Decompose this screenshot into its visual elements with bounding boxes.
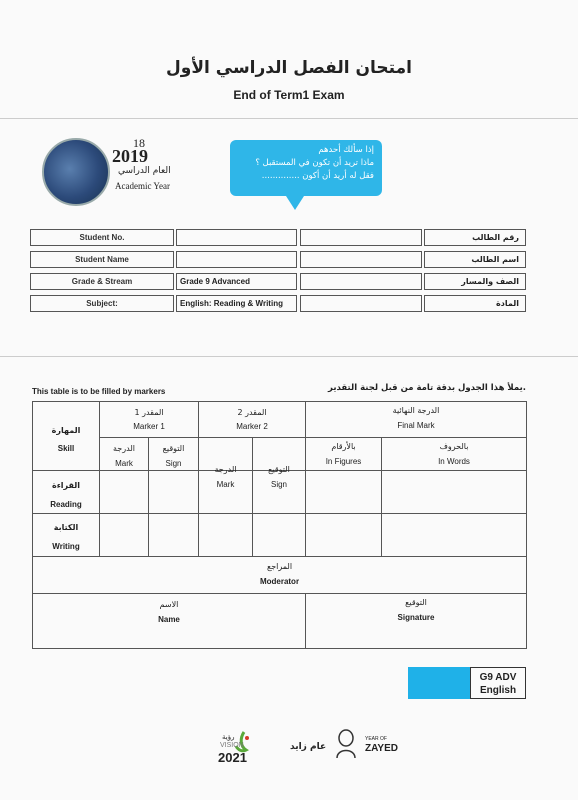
marker2-label-ar: المقدر 2	[237, 408, 267, 417]
subject-value: English: Reading & Writing	[176, 295, 297, 312]
year-superscript: 18	[133, 136, 145, 150]
year-of-label: YEAR OF	[365, 736, 387, 742]
writing-label-en: Writing	[52, 542, 80, 551]
words-label-ar: بالحروف	[439, 442, 469, 451]
speech-bubble-tail	[286, 196, 304, 210]
reading-m2-mark[interactable]	[198, 470, 253, 514]
writing-m2-sign[interactable]	[252, 513, 306, 557]
student-name-value[interactable]	[176, 251, 297, 268]
writing-m1-mark[interactable]	[99, 513, 149, 557]
skill-label-ar: المهارة	[51, 426, 81, 435]
exam-title-arabic: امتحان الفصل الدراسي الأول	[166, 58, 412, 78]
markers-note-english: This table is to be filled by markers	[32, 387, 166, 396]
academic-year-arabic: العام الدراسي	[118, 166, 171, 176]
zayed-arabic: عام زايد	[290, 742, 327, 752]
level-color-swatch	[408, 667, 470, 699]
m2-mark-en: Mark	[216, 480, 235, 489]
name-label-ar: الاسم	[159, 600, 179, 609]
reading-label-ar: القراءة	[51, 481, 81, 490]
bubble-line-2: ماذا تريد أن تكون في المستقبل ؟	[255, 158, 374, 168]
vision-year: 2021	[218, 750, 247, 765]
bubble-line-3: فقل له أريد أن أكون ..............	[261, 171, 374, 181]
m1-sign-en: Sign	[165, 459, 182, 468]
reading-label-en: Reading	[50, 500, 82, 509]
figures-label-ar: بالأرقام	[331, 442, 356, 451]
reading-m2-sign[interactable]	[252, 470, 306, 514]
header-divider	[0, 118, 578, 119]
m1-mark-en: Mark	[115, 459, 133, 468]
vision-english: VISION	[220, 742, 244, 749]
subject-label-ar: المادة	[424, 295, 526, 312]
m2-sign-en: Sign	[270, 480, 287, 489]
student-no-label: Student No.	[30, 229, 174, 246]
vision-arabic: رؤية	[222, 733, 235, 741]
reading-m1-sign[interactable]	[148, 470, 199, 514]
marker1-label-ar: المقدر 1	[134, 408, 164, 417]
subject-label: Subject:	[30, 295, 174, 312]
grade-stream-label: Grade & Stream	[30, 273, 174, 290]
student-name-label: Student Name	[30, 251, 174, 268]
marker1-label-en: Marker 1	[133, 422, 165, 431]
subject-blank	[300, 295, 422, 312]
level-badge	[470, 667, 526, 699]
reading-m1-mark[interactable]	[99, 470, 149, 514]
signature-label-ar: التوقيع	[405, 598, 427, 607]
final-mark-label-ar: الدرجة النهائية	[392, 406, 440, 415]
m1-sign-ar: التوقيع	[162, 444, 185, 453]
skill-label-en: Skill	[57, 444, 75, 453]
reading-final-words[interactable]	[381, 470, 527, 514]
m2-mark-ar: الدرجة	[214, 465, 237, 474]
student-no-blank[interactable]	[300, 229, 422, 246]
motivation-speech-bubble	[230, 140, 382, 196]
school-logo-emblem	[42, 138, 110, 206]
writing-m2-mark[interactable]	[198, 513, 253, 557]
grade-stream-blank	[300, 273, 422, 290]
figures-label-en: In Figures	[325, 457, 362, 466]
zayed-portrait	[335, 728, 357, 758]
final-mark-label-en: Final Mark	[397, 421, 435, 430]
writing-final-words[interactable]	[381, 513, 527, 557]
student-name-label-ar: اسم الطالب	[424, 251, 526, 268]
signature-label-en: Signature	[397, 613, 435, 622]
marker2-label-en: Marker 2	[236, 422, 268, 431]
writing-m1-sign[interactable]	[148, 513, 199, 557]
portrait-silhouette-icon	[335, 728, 357, 758]
academic-year-number: 2019	[112, 146, 148, 166]
m1-mark-ar: الدرجة	[113, 444, 135, 453]
words-label-en: In Words	[438, 457, 470, 466]
zayed-english: ZAYED	[365, 743, 398, 754]
reading-final-figures[interactable]	[305, 470, 382, 514]
moderator-label-ar: المراجع	[266, 562, 293, 571]
student-no-value[interactable]	[176, 229, 297, 246]
level-badge-subject: English	[479, 685, 517, 696]
mid-divider	[0, 356, 578, 357]
exam-title-english: End of Term1 Exam	[233, 88, 345, 102]
name-label-en: Name	[158, 615, 180, 624]
level-badge-grade: G9 ADV	[479, 672, 517, 683]
student-name-blank[interactable]	[300, 251, 422, 268]
markers-note-arabic: .يملأ هذا الجدول بدقة تامة من قبل لجنة التقدير	[328, 383, 526, 393]
bubble-line-1: إذا سألك أحدهم	[318, 145, 374, 155]
grade-stream-label-ar: الصف والمسار	[424, 273, 526, 290]
writing-final-figures[interactable]	[305, 513, 382, 557]
academic-year-english: Academic Year	[115, 181, 170, 191]
moderator-label-en: Moderator	[259, 577, 300, 586]
m2-sign-ar: التوقيع	[268, 465, 290, 474]
skill-header-cell	[32, 401, 100, 471]
writing-label-ar: الكتابة	[53, 523, 79, 532]
grade-stream-value: Grade 9 Advanced	[176, 273, 297, 290]
student-no-label-ar: رقم الطالب	[424, 229, 526, 246]
